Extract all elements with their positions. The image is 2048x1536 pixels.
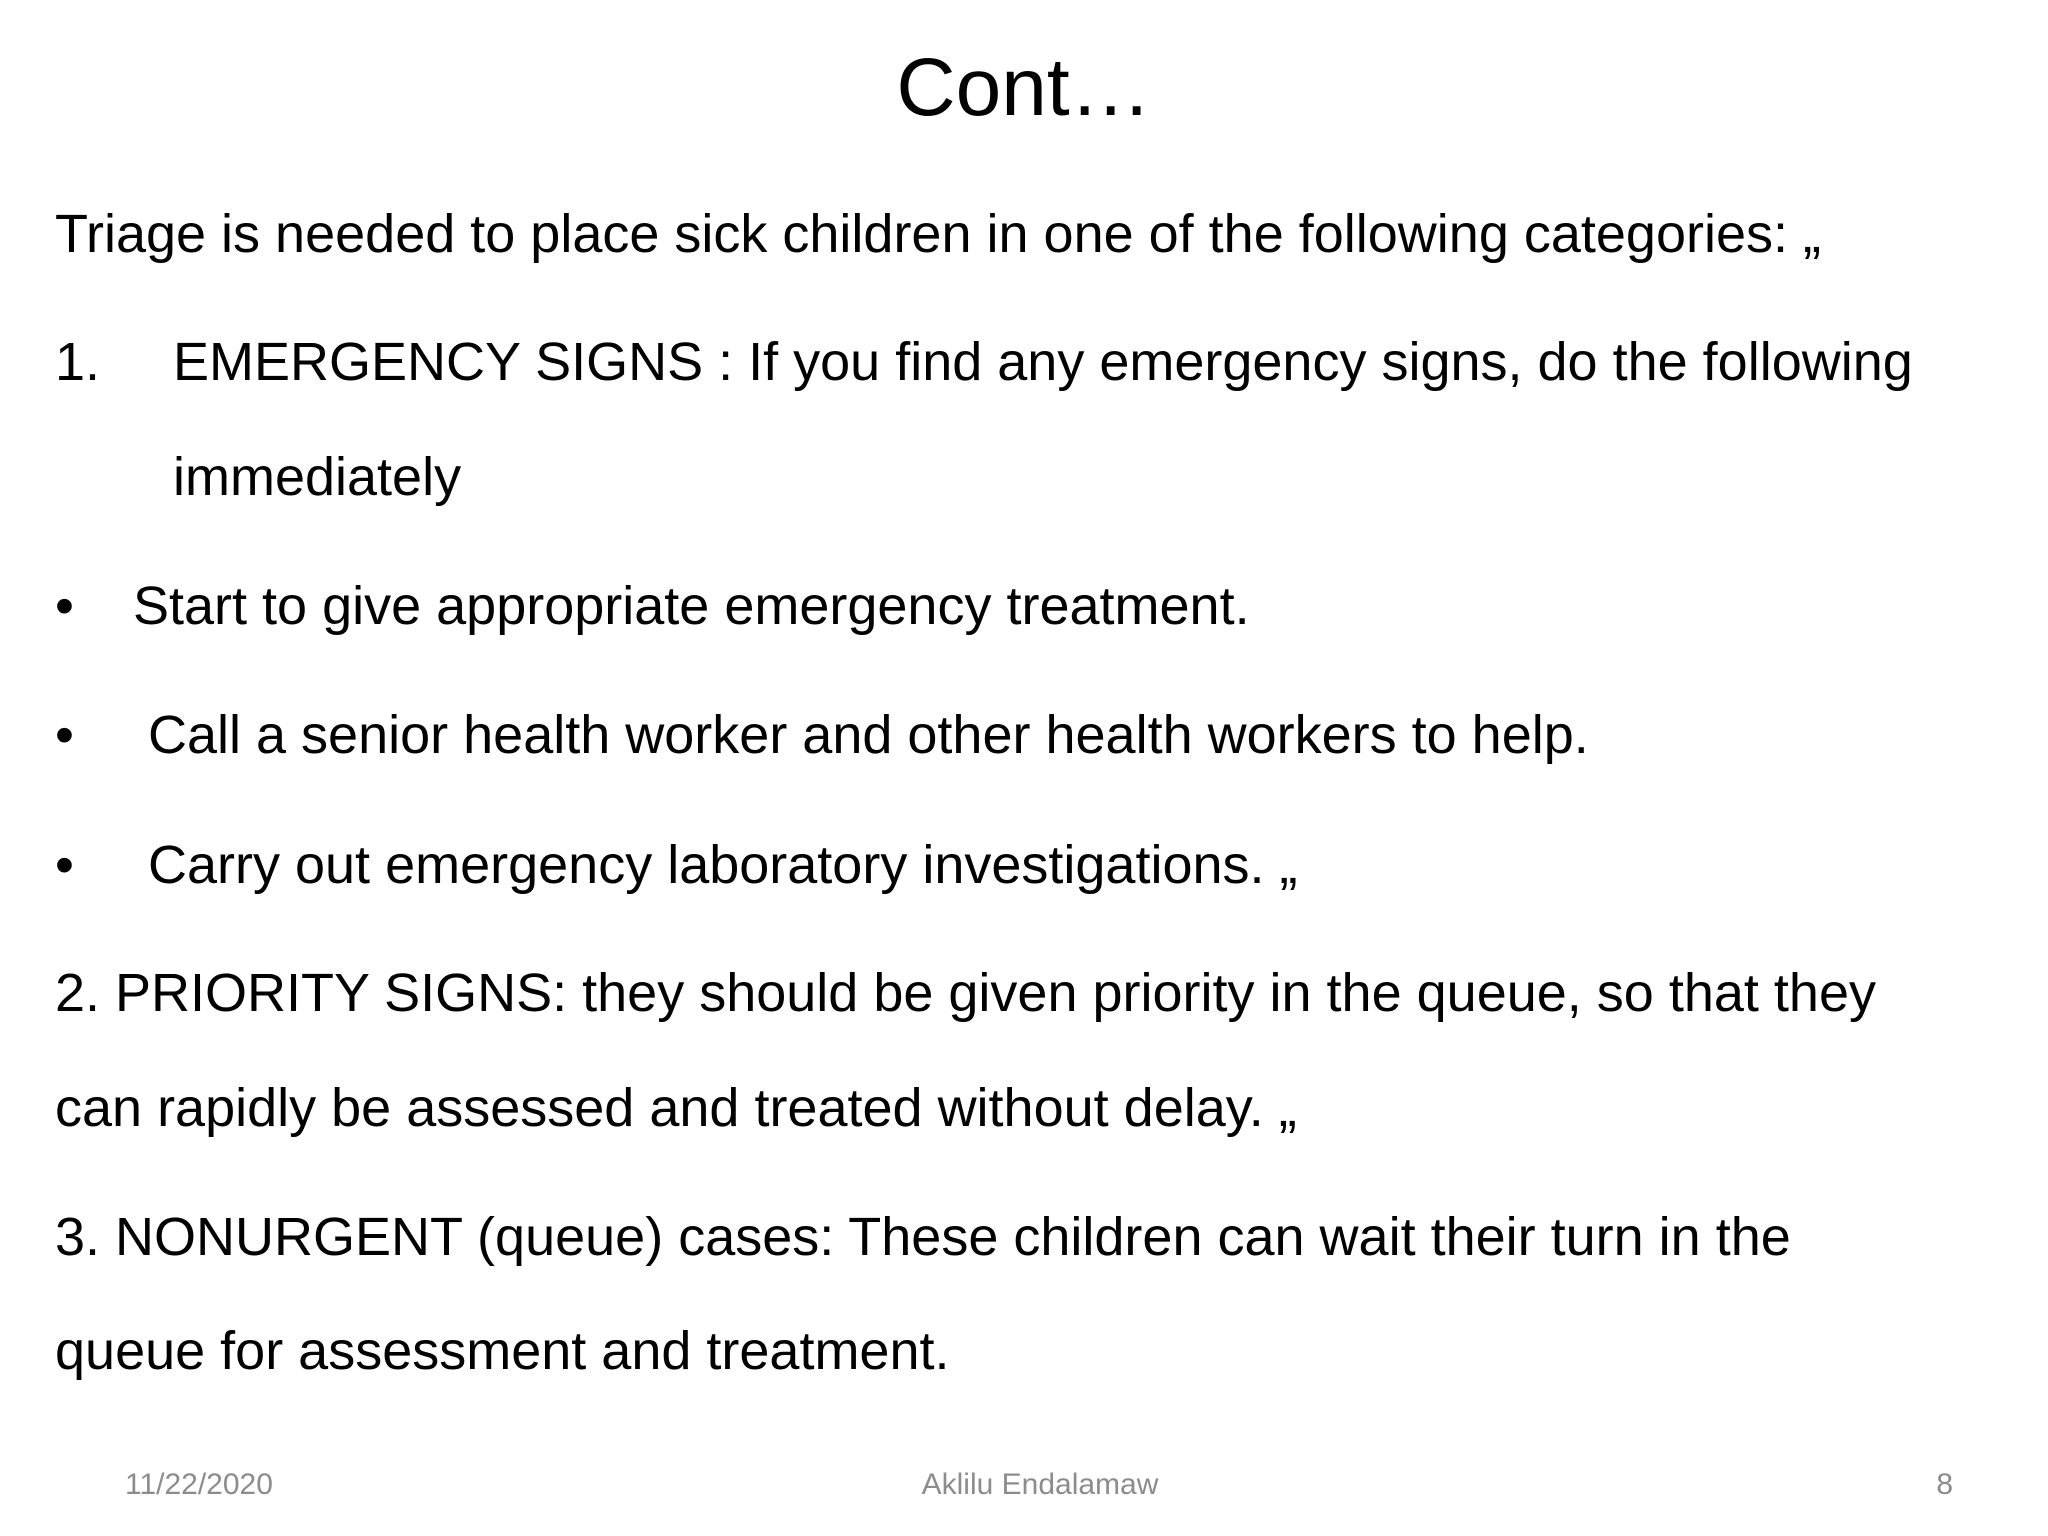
intro-text: Triage is needed to place sick children in one of the following categories: „ <box>55 204 1821 264</box>
bullet-marker: • <box>55 705 74 765</box>
item1-line1: EMERGENCY SIGNS : If you find any emergency signs, do the following <box>173 332 1913 392</box>
item3-line1: 3. NONURGENT (queue) cases: These children can wait their turn in the <box>55 1207 1791 1267</box>
item2-line1: 2. PRIORITY SIGNS: they should be given priority in the queue, so that they <box>55 963 1876 1023</box>
item1-number: 1. <box>55 332 101 392</box>
footer-date: 11/22/2020 <box>125 1468 273 1501</box>
bullet-text-2: Call a senior health worker and other health workers to help. <box>148 705 1589 765</box>
item2-line2: can rapidly be assessed and treated without delay. „ <box>55 1078 1297 1138</box>
bullet-marker: • <box>55 835 74 895</box>
footer-author: Aklilu Endalamaw <box>921 1468 1159 1501</box>
bullet-text-1: Start to give appropriate emergency treatment. <box>133 576 1250 636</box>
footer-page-number: 8 <box>1936 1468 1953 1501</box>
bullet-marker: • <box>55 576 74 636</box>
bullet-text-3: Carry out emergency laboratory investigations. „ <box>148 835 1298 895</box>
item1-line2: immediately <box>173 447 462 507</box>
item3-line2: queue for assessment and treatment. <box>55 1321 950 1381</box>
slide-title: Cont… <box>896 42 1152 133</box>
